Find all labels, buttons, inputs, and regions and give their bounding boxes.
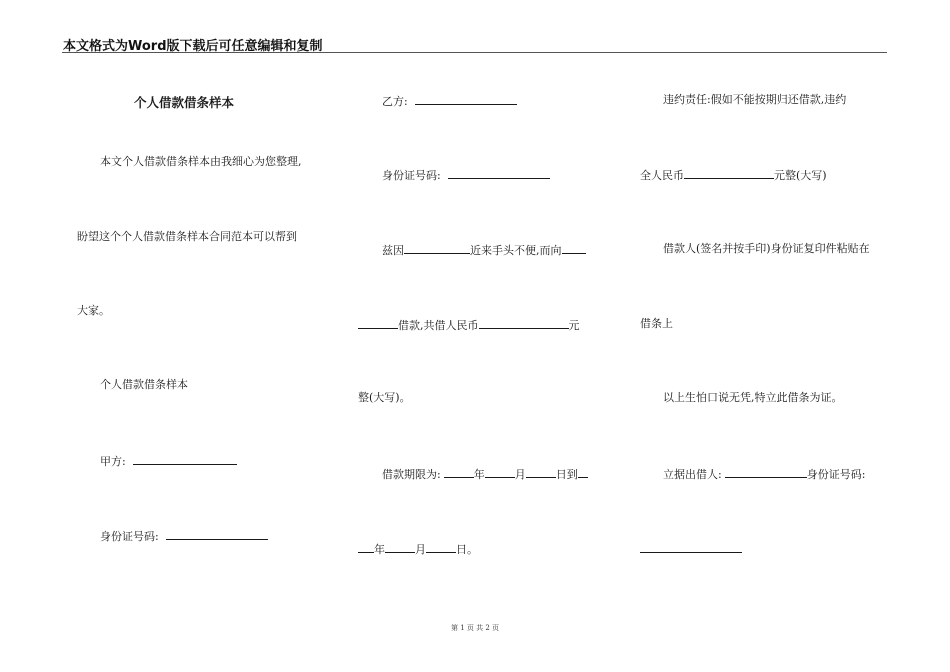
reason-start-text: 兹因 bbox=[382, 244, 404, 257]
end-year-blank-start bbox=[578, 466, 588, 478]
party-b-row bbox=[382, 93, 517, 109]
party-b-id-blank bbox=[448, 167, 550, 179]
intro-line-3: 大家。 bbox=[77, 304, 110, 317]
end-year-text: 年 bbox=[374, 543, 385, 556]
period-label: 借款期限为: bbox=[382, 468, 441, 481]
start-month-blank bbox=[485, 466, 515, 478]
end-day-blank bbox=[426, 541, 456, 553]
lender-blank bbox=[562, 242, 586, 254]
end-year-blank bbox=[358, 541, 374, 553]
attach-line-2: 借条上 bbox=[640, 317, 673, 330]
end-month-text: 月 bbox=[415, 543, 426, 556]
amount-blank bbox=[479, 317, 569, 329]
period-end-row bbox=[358, 541, 478, 557]
end-day-text: 日。 bbox=[456, 543, 478, 556]
party-b-blank bbox=[415, 93, 517, 105]
document-title: 个人借款借条样本 bbox=[134, 95, 235, 110]
borrower-id-row bbox=[640, 541, 742, 557]
fine-row bbox=[640, 167, 827, 183]
fine-end-text: 元整(大写) bbox=[774, 169, 827, 182]
intro-line-1: 本文个人借款借条样本由我细心为您整理, bbox=[100, 155, 302, 168]
borrower-name-blank bbox=[725, 466, 807, 478]
attach-line-1: 借款人(签名并按手印)身份证复印件粘贴在 bbox=[663, 242, 870, 255]
fine-amount-blank bbox=[684, 167, 774, 179]
signature-row bbox=[663, 466, 865, 482]
start-day-blank bbox=[526, 466, 556, 478]
year-text: 年 bbox=[473, 468, 485, 481]
party-a-blank bbox=[133, 453, 237, 465]
borrower-label: 立据出借人: bbox=[663, 468, 722, 481]
party-a-label: 甲方: bbox=[100, 455, 126, 468]
borrower-id-label: 身份证号码: bbox=[806, 468, 866, 481]
party-a-id-row bbox=[100, 528, 268, 544]
intro-line-2: 盼望这个个人借款借条样本合同范本可以帮到 bbox=[77, 230, 297, 243]
month-text: 月 bbox=[514, 468, 526, 481]
borrower-id-blank bbox=[640, 541, 742, 553]
party-a-row bbox=[100, 453, 237, 469]
party-a-id-label: 身份证号码: bbox=[100, 530, 159, 543]
party-a-id-blank bbox=[166, 528, 268, 540]
document-header-title: 本文格式为Word版下载后可任意编辑和复制 bbox=[63, 39, 323, 54]
party-b-id-label: 身份证号码: bbox=[382, 169, 441, 182]
page-footer: 第 1 页 共 2 页 bbox=[450, 624, 500, 632]
header-divider bbox=[62, 52, 887, 53]
fine-start-text: 全人民币 bbox=[640, 169, 684, 182]
proof-line: 以上生怕口说无凭,特立此借条为证。 bbox=[663, 391, 843, 404]
reason-mid-text: 近来手头不便,而向 bbox=[470, 244, 562, 257]
day-to-text: 日到 bbox=[555, 468, 578, 481]
party-b-id-row bbox=[382, 167, 550, 183]
reason-row bbox=[382, 242, 586, 258]
start-year-blank bbox=[444, 466, 474, 478]
loan-amount-row bbox=[358, 317, 580, 333]
capital-text: 整(大写)。 bbox=[358, 391, 411, 404]
end-month-blank bbox=[385, 541, 415, 553]
lender-name-blank bbox=[358, 317, 398, 329]
section-subtitle: 个人借款借条样本 bbox=[100, 378, 188, 391]
reason-blank bbox=[404, 242, 470, 254]
yuan-text: 元 bbox=[568, 319, 580, 332]
loan-mid-text: 借款,共借人民币 bbox=[398, 319, 479, 332]
party-b-label: 乙方: bbox=[382, 95, 408, 108]
breach-line: 违约责任:假如不能按期归还借款,违约 bbox=[663, 93, 847, 106]
period-row bbox=[382, 466, 588, 482]
